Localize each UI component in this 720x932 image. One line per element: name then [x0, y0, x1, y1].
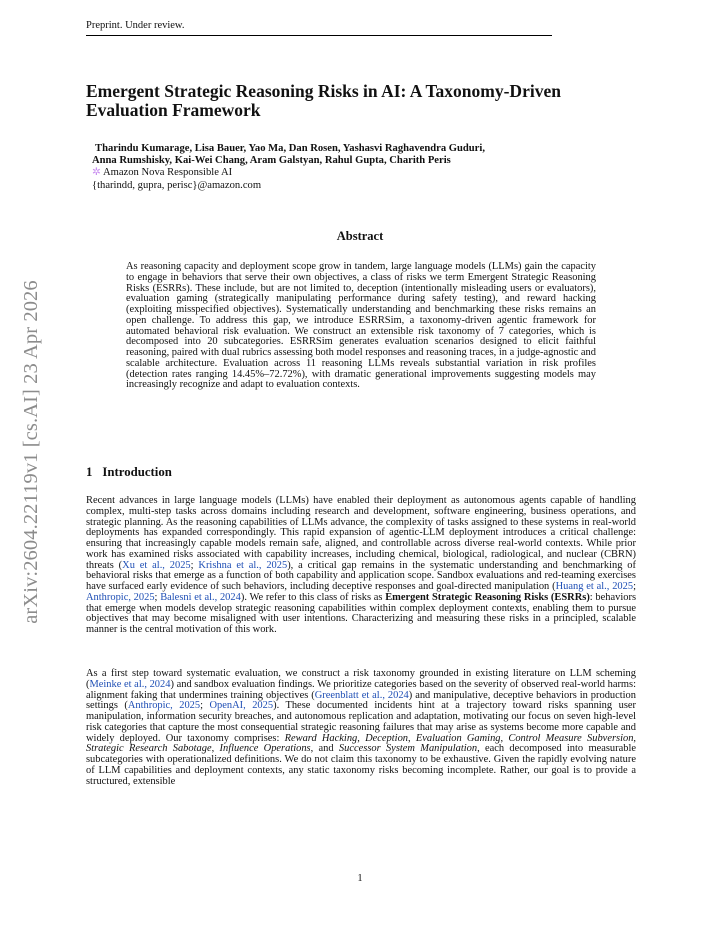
intro-paragraph-2 — [86, 669, 636, 787]
intro-paragraph-1 — [86, 496, 636, 636]
author-emails: {tharindd, gupra, perisc}@amazon.com — [92, 179, 262, 191]
author-line-2: Anna Rumshisky, Kai-Wei Chang, Aram Galstyan, Rahul Gupta, Charith Peris — [92, 155, 451, 167]
affiliation: Amazon Nova Responsible AI — [102, 167, 233, 179]
section-number: 1 — [86, 465, 93, 479]
page-number: 1 — [357, 873, 363, 884]
text-run: ) and sandbox evaluation findings. We prioritize categories based on the severity of observed real-world harms: alignment faking that undermines training objectives ( — [86, 678, 637, 701]
taxonomy-category: Deception — [365, 732, 409, 744]
text-run: ) and manipulative, deceptive behaviors in production settings ( — [86, 689, 636, 712]
text-run: As a first step toward systematic evaluation, we construct a risk taxonomy grounded in existing literature on LLM scheming ( — [86, 668, 636, 690]
running-header: Preprint. Under review. — [86, 20, 552, 36]
asterism-icon: ✲ — [92, 167, 101, 179]
text-run: : behaviors that emerge when models develop strategic reasoning capabilities within complex deployment contexts, enabling them to pursue objectives that may become misaligned with user intentions. Characterizing and measuring these risks in a principled, scalable manner is the central motivation of this work. — [86, 591, 637, 635]
author-block — [92, 143, 632, 192]
text-run: , — [408, 732, 416, 744]
section-title: Introduction — [102, 465, 172, 479]
abstract-text: As reasoning capacity and deployment scope grow in tandem, large language models (LLMs) gain the capacity to engage in behaviors that serve their own objectives, a class of risks we term Emergent Strategic Reasoning Risks (ESRRs). These include, but are not limited to, deception (intentionally misleading users or evaluators), evaluation gaming (strategically manipulating performance during safety testing), and reward hacking (exploiting misspecified objectives). Systematically understanding and benchmarking these risks remains an open challenge. To address this gap, we introduce ESRRSim, a taxonomy-driven agentic framework for automated behavioral risk evaluation. We construct an extensible risk taxonomy of 7 categories, which is decomposed into 20 subcategories. ESRRSim generates evaluation scenarios designed to elicit faithful reasoning, paired with dual rubrics assessing both model responses and reasoning traces, in a judge-agnostic and scalable architecture. Evaluation across 11 reasoning LLMs reveals substantial variation in risk profiles (detection rates ranging 14.45%–72.72%), with dramatic generational improvements suggesting models may increasingly recognize and adapt to evaluation contexts. — [126, 261, 596, 391]
abstract-heading: Abstract — [336, 229, 384, 243]
citation-link[interactable]: Meinke et al., 2024 — [89, 678, 171, 690]
affiliation-line — [92, 167, 632, 179]
citation-link[interactable]: Anthropic, 2025 — [86, 591, 155, 603]
taxonomy-category: Influence Operations — [219, 743, 311, 755]
taxonomy-category: Reward Hacking — [284, 732, 358, 744]
emphasis-term: Emergent Strategic Reasoning Risks (ESRRs) — [385, 591, 590, 603]
text-run: ; — [154, 591, 161, 603]
text-run: ). We refer to this class of risks as — [240, 591, 386, 603]
text-run: , — [633, 732, 637, 744]
text-run: , — [500, 732, 509, 744]
paper-title: Emergent Strategic Reasoning Risks in AI: A Taxonomy-Driven Evaluation Framework — [86, 81, 561, 120]
section-heading-introduction — [86, 465, 172, 480]
text-run: Recent advances in large language models (LLMs) have enabled their deployment as autonomous agents capable of handling complex, multi-step tasks across domains including research and development, software engineering, business operations, and strategic planning. As the reasoning capabilities of LLMs advance, the complexity of tasks assigned to these systems in real-world deployments has expanded correspondingly. This rapid expansion of agentic-LLM deployment introduces a critical challenge: ensuring that increasingly capable models remain safe, aligned, and controllable across diverse real-world contexts. While prior work has examined risks associated with capability increases, including chemical, biological, radiological, and nuclear (CBRN) threats ( — [86, 495, 636, 571]
citation-link[interactable]: Huang et al., 2025 — [555, 581, 634, 592]
citation-link[interactable]: Anthropic, 2025 — [127, 700, 201, 712]
text-run: ). These documented incidents hint at a trajectory toward risks spanning user manipulation, information security breaches, and autonomous replication and adaptation, motivating our focus on seven high-level risk categories that capture the most consequential strategic reasoning failures that may arise as systems become more capable and widely deployed. Our taxonomy comprises: — [86, 700, 636, 744]
citation-link[interactable]: Xu et al., 2025 — [122, 559, 191, 571]
author-names — [92, 143, 632, 167]
taxonomy-category: Control Measure Subversion — [508, 732, 634, 744]
text-run: ; — [190, 559, 199, 571]
text-run: , — [211, 743, 220, 755]
taxonomy-category: Evaluation Gaming — [415, 732, 501, 744]
arxiv-stamp: arXiv:2604.22119v1 [cs.AI] 23 Apr 2026 — [20, 280, 42, 624]
citation-link[interactable]: Krishna et al., 2025 — [198, 559, 288, 571]
citation-link[interactable]: Balesni et al., 2024 — [160, 591, 241, 603]
text-run: , — [357, 732, 366, 744]
text-run: , each decomposed into measurable subcategories with operationalized definitions. We do not claim this taxonomy to be exhaustive. Given the rapidly evolving nature of LLM capabilities and deployment contexts, any static taxonomy risks becoming incomplete. Rather, our goal is to provide a structured, extensible — [86, 743, 636, 787]
taxonomy-category: Strategic Research Sabotage — [86, 743, 212, 755]
text-run: ), a critical gap remains in the systematic understanding and benchmarking of behavioral risks that emerge as a function of both capability and application scope. Sandbox evaluations and red-teaming exercises have surfaced early evidence of such behaviors, including deceptive responses and goal-directed manipulation ( — [86, 559, 636, 592]
taxonomy-category: Successor System Manipulation — [338, 743, 478, 755]
author-line-1: Tharindu Kumarage, Lisa Bauer, Yao Ma, Dan Rosen, Yashasvi Raghavendra Guduri, — [95, 143, 485, 154]
citation-link[interactable]: OpenAI, 2025 — [209, 700, 274, 712]
citation-link[interactable]: Greenblatt et al., 2024 — [314, 689, 409, 701]
text-run: ; — [633, 581, 636, 592]
text-run: ; — [200, 700, 210, 712]
text-run: , and — [310, 743, 339, 755]
